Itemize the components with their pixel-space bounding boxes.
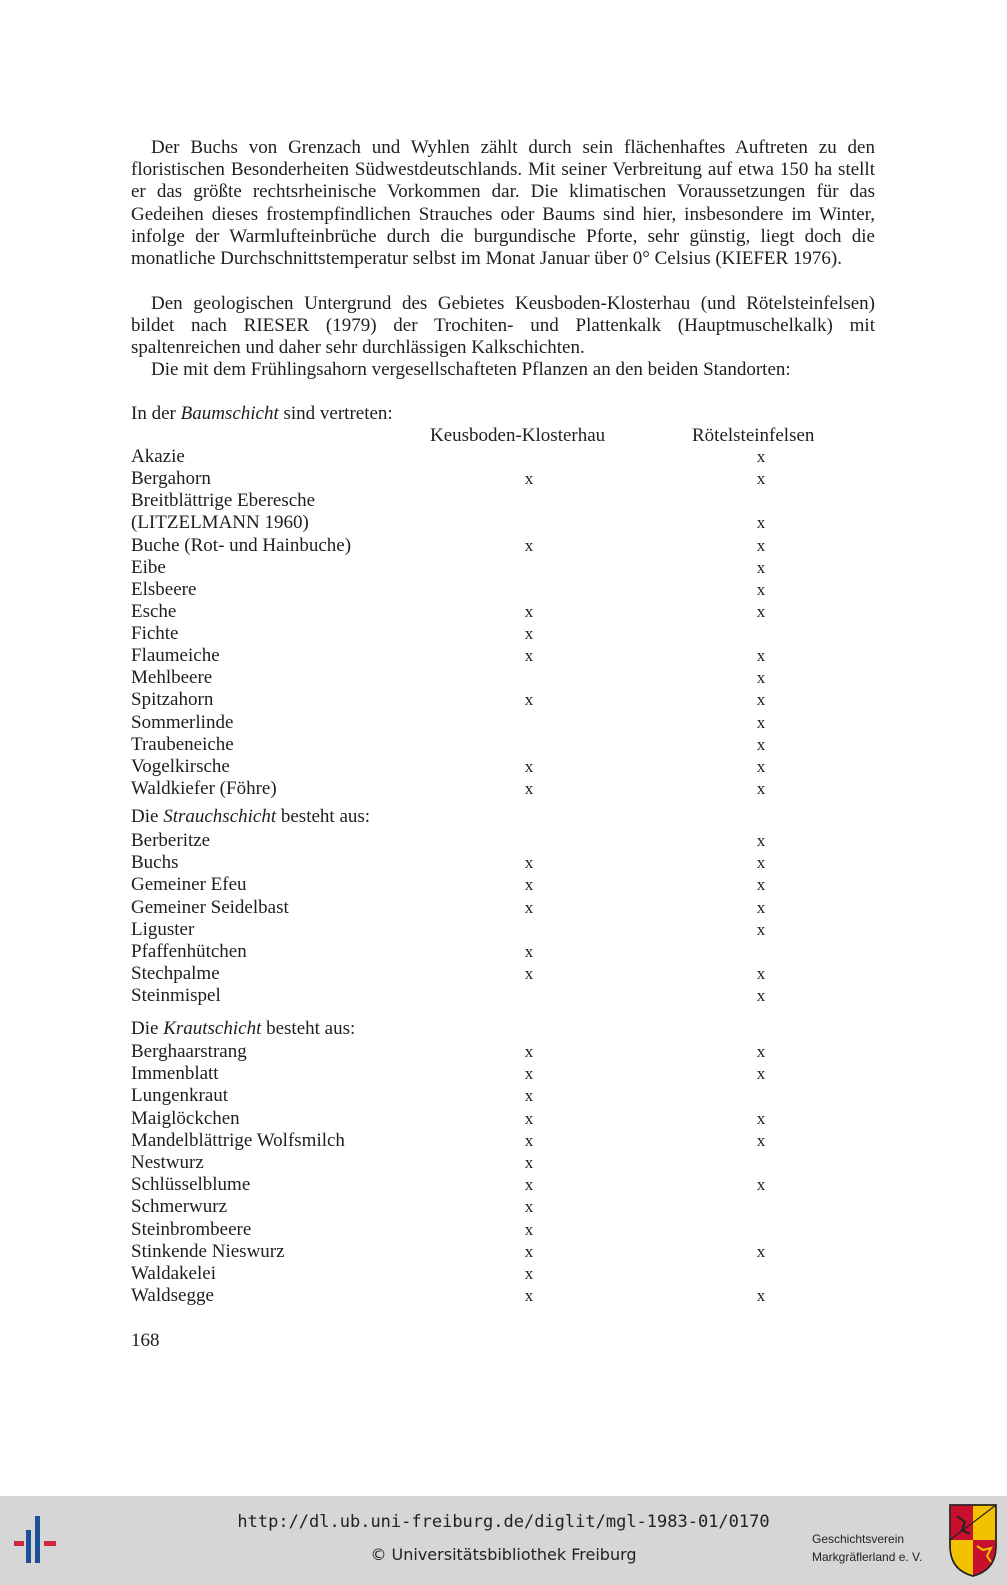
intro-paragraph-pflanzen: Die mit dem Frühlingsahorn vergesellschafteten Pflanzen an den beiden Standorten: — [151, 359, 791, 380]
table-row — [131, 756, 851, 778]
presence-mark-roetelstein: x — [756, 1109, 766, 1128]
plant-name: Gemeiner Efeu — [131, 874, 247, 895]
table-row — [131, 645, 851, 667]
table-row — [131, 830, 851, 852]
plant-name: Gemeiner Seidelbast — [131, 897, 289, 918]
presence-mark-roetelstein: x — [756, 646, 766, 665]
table-row — [131, 897, 851, 919]
table-row — [131, 579, 851, 601]
section-heading-strauchschicht: Die Strauchschicht besteht aus: — [131, 806, 371, 827]
presence-mark-roetelstein: x — [756, 536, 766, 555]
table-row — [131, 468, 851, 490]
table-row — [131, 1241, 851, 1263]
presence-mark-roetelstein: x — [756, 1064, 766, 1083]
plant-name: Waldakelei — [131, 1263, 216, 1284]
plant-name: Akazie — [131, 446, 185, 467]
plant-name: Spitzahorn — [131, 689, 214, 710]
table-row — [131, 667, 851, 689]
table-row — [131, 712, 851, 734]
plant-name: Fichte — [131, 623, 179, 644]
plant-name: Flaumeiche — [131, 645, 220, 666]
presence-mark-roetelstein: x — [756, 580, 766, 599]
plant-name: Nestwurz — [131, 1152, 204, 1173]
presence-mark-keusboden: x — [524, 646, 534, 665]
plant-name: Sommerlinde — [131, 712, 234, 733]
presence-mark-keusboden: x — [524, 875, 534, 894]
footer-org-line2: Markgräflerland e. V. — [812, 1550, 923, 1564]
presence-mark-roetelstein: x — [756, 1286, 766, 1305]
plant-name: Immenblatt — [131, 1063, 219, 1084]
plant-name: Waldkiefer (Föhre) — [131, 778, 277, 799]
presence-mark-roetelstein: x — [756, 757, 766, 776]
page-number: 168 — [131, 1330, 160, 1351]
presence-mark-roetelstein: x — [756, 853, 766, 872]
table-row — [131, 446, 851, 468]
footer-bar — [0, 1496, 1007, 1585]
presence-mark-roetelstein: x — [756, 898, 766, 917]
plant-name: Buchs — [131, 852, 179, 873]
table-row — [131, 1063, 851, 1085]
table-row — [131, 623, 851, 645]
presence-mark-keusboden: x — [524, 469, 534, 488]
plant-name: Lungenkraut — [131, 1085, 229, 1106]
table-row — [131, 734, 851, 756]
plant-name: Schmerwurz — [131, 1196, 228, 1217]
presence-mark-keusboden: x — [524, 1175, 534, 1194]
plant-name: Berberitze — [131, 830, 211, 851]
presence-mark-keusboden: x — [524, 602, 534, 621]
presence-mark-keusboden: x — [524, 1086, 534, 1105]
presence-mark-keusboden: x — [524, 624, 534, 643]
table-row — [131, 874, 851, 896]
plant-name: Steinbrombeere — [131, 1219, 252, 1240]
plant-name: Mehlbeere — [131, 667, 213, 688]
table-row — [131, 852, 851, 874]
presence-mark-keusboden: x — [524, 942, 534, 961]
presence-mark-roetelstein: x — [756, 779, 766, 798]
presence-mark-keusboden: x — [524, 536, 534, 555]
plant-name: Bergahorn — [131, 468, 211, 489]
plant-name: Traubeneiche — [131, 734, 234, 755]
table-row — [131, 557, 851, 579]
presence-mark-roetelstein: x — [756, 469, 766, 488]
section-heading-baumschicht: In der Baumschicht sind vertreten: — [131, 403, 393, 424]
presence-mark-roetelstein: x — [756, 1131, 766, 1150]
footer-url[interactable]: http://dl.ub.uni-freiburg.de/diglit/mgl-1983-01/0170 — [237, 1512, 770, 1532]
column-header-roetelstein: Rötelsteinfelsen — [692, 425, 815, 446]
plant-name: Eibe — [131, 557, 166, 578]
plant-name: Stechpalme — [131, 963, 220, 984]
table-row — [131, 535, 851, 557]
presence-mark-roetelstein: x — [756, 920, 766, 939]
coat-of-arms-icon — [947, 1502, 999, 1578]
presence-mark-roetelstein: x — [756, 831, 766, 850]
presence-mark-keusboden: x — [524, 1286, 534, 1305]
section-heading-krautschicht: Die Krautschicht besteht aus: — [131, 1018, 356, 1039]
table-row — [131, 1152, 851, 1174]
presence-mark-keusboden: x — [524, 690, 534, 709]
presence-mark-roetelstein: x — [756, 1042, 766, 1061]
table-row — [131, 941, 851, 963]
column-header-keusboden: Keusboden-Klosterhau — [430, 425, 606, 446]
table-row — [131, 963, 851, 985]
presence-mark-keusboden: x — [524, 898, 534, 917]
plant-name: Stinkende Nieswurz — [131, 1241, 285, 1262]
plant-name: Elsbeere — [131, 579, 197, 600]
plant-name: Vogelkirsche — [131, 756, 230, 777]
table-row — [131, 1085, 851, 1107]
table-row — [131, 490, 851, 512]
presence-mark-keusboden: x — [524, 1242, 534, 1261]
presence-mark-roetelstein: x — [756, 602, 766, 621]
presence-mark-keusboden: x — [524, 1197, 534, 1216]
plant-name: Waldsegge — [131, 1285, 214, 1306]
plant-name: Berghaarstrang — [131, 1041, 247, 1062]
footer-org-line1: Geschichtsverein — [812, 1532, 905, 1546]
plant-name: Buche (Rot- und Hainbuche) — [131, 535, 352, 556]
plant-name: Maiglöckchen — [131, 1108, 240, 1129]
footer-copyright: © Universitätsbibliothek Freiburg — [370, 1545, 637, 1564]
table-row — [131, 778, 851, 800]
table-row — [131, 919, 851, 941]
plant-name: Breitblättrige Eberesche — [131, 490, 316, 511]
presence-mark-keusboden: x — [524, 757, 534, 776]
table-row — [131, 1108, 851, 1130]
plant-name: (LITZELMANN 1960) — [131, 512, 309, 533]
presence-mark-roetelstein: x — [756, 690, 766, 709]
plant-name: Schlüsselblume — [131, 1174, 251, 1195]
presence-mark-roetelstein: x — [756, 1242, 766, 1261]
presence-mark-roetelstein: x — [756, 513, 766, 532]
presence-mark-roetelstein: x — [756, 964, 766, 983]
table-row — [131, 1196, 851, 1218]
table-row — [131, 689, 851, 711]
presence-mark-roetelstein: x — [756, 735, 766, 754]
intro-paragraph-geologie: Den geologischen Untergrund des Gebietes Keusboden-Klosterhau (und Rötelsteinfelsen) bildet nach RIESER (1979) der Trochiten- und Plattenkalk (Hauptmuschelkalk) mit spaltenreichen und daher sehr durchlässigen Kalkschichten. — [131, 293, 875, 359]
presence-mark-roetelstein: x — [756, 447, 766, 466]
table-row — [131, 601, 851, 623]
presence-mark-keusboden: x — [524, 1042, 534, 1061]
presence-mark-roetelstein: x — [756, 668, 766, 687]
presence-mark-keusboden: x — [524, 1131, 534, 1150]
presence-mark-keusboden: x — [524, 1064, 534, 1083]
table-row — [131, 1219, 851, 1241]
table-row — [131, 985, 851, 1007]
presence-mark-keusboden: x — [524, 1264, 534, 1283]
intro-paragraph-buchs: Der Buchs von Grenzach und Wyhlen zählt durch sein flächenhaftes Auftreten zu den floristischen Besonderheiten Südwestdeutschlands. Mit seiner Verbreitung auf etwa 150 ha stellt er das größte rechtsrheinische Vorkommen dar. Die klimatischen Voraussetzungen für das Gedeihen dieses frostempfindlichen Strauches oder Baums sind hier, insbesondere im Winter, infolge der Warmlufteinbrüche durch die burgundische Pforte, sehr günstig, liegt doch die monatliche Durchschnittstemperatur selbst im Monat Januar über 0° Celsius (KIEFER 1976). — [131, 137, 875, 270]
presence-mark-roetelstein: x — [756, 1175, 766, 1194]
presence-mark-keusboden: x — [524, 1153, 534, 1172]
table-row — [131, 1263, 851, 1285]
table-row — [131, 1041, 851, 1063]
plant-name: Liguster — [131, 919, 195, 940]
presence-mark-keusboden: x — [524, 1109, 534, 1128]
presence-mark-keusboden: x — [524, 964, 534, 983]
plant-name: Pfaffenhütchen — [131, 941, 247, 962]
presence-mark-roetelstein: x — [756, 558, 766, 577]
table-row — [131, 512, 851, 534]
presence-mark-keusboden: x — [524, 779, 534, 798]
plant-name: Esche — [131, 601, 177, 622]
presence-mark-roetelstein: x — [756, 986, 766, 1005]
plant-name: Steinmispel — [131, 985, 221, 1006]
table-row — [131, 1174, 851, 1196]
presence-mark-keusboden: x — [524, 1220, 534, 1239]
presence-mark-keusboden: x — [524, 853, 534, 872]
presence-mark-roetelstein: x — [756, 713, 766, 732]
presence-mark-roetelstein: x — [756, 875, 766, 894]
table-row — [131, 1285, 851, 1307]
plant-name: Mandelblättrige Wolfsmilch — [131, 1130, 345, 1151]
table-row — [131, 1130, 851, 1152]
